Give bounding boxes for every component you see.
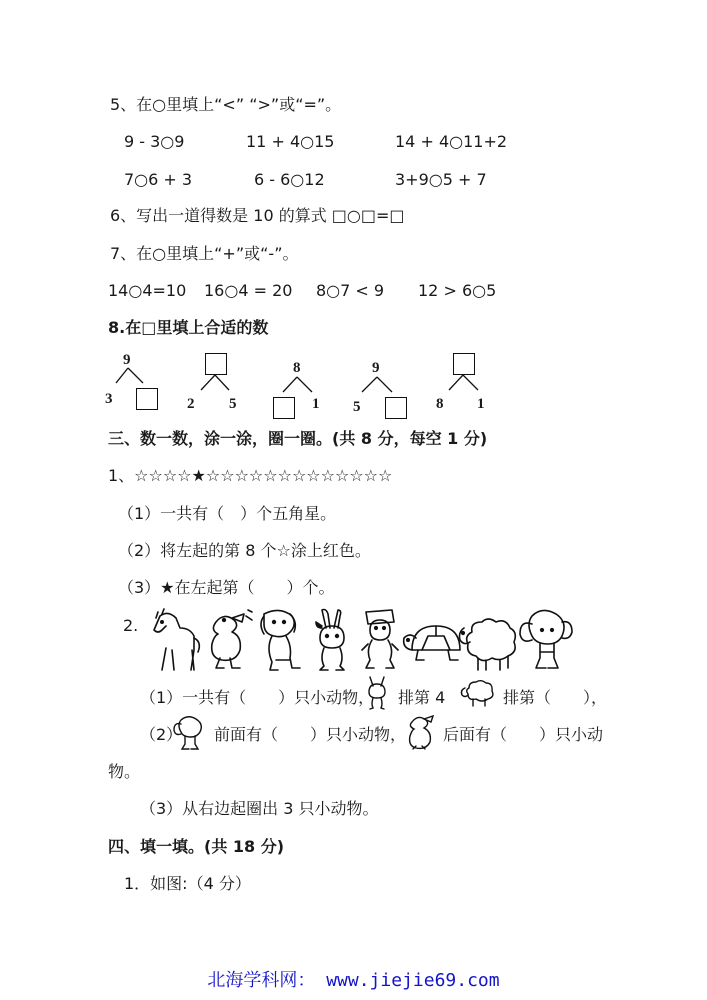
monkey-icon <box>362 610 398 668</box>
a2-part3: 后面有（ ）只小动 <box>443 725 604 744</box>
q5-title: 5、在○里填上“<” “>”或“=”。 <box>110 95 342 114</box>
a1-part1: （1）一共有（ ）只小动物， <box>140 688 375 707</box>
q6-title: 6、写出一道得数是 10 的算式 □○□=□ <box>110 206 405 225</box>
footer-website: 北海学科网： www.jiejie69.com <box>207 970 500 991</box>
q5-row2-item3: 3+9○5 + 7 <box>395 170 487 189</box>
s3-q2: （2）将左起的第 8 个☆涂上红色。 <box>118 541 371 560</box>
stars-line: 1、☆☆☆☆★☆☆☆☆☆☆☆☆☆☆☆☆☆ <box>108 466 393 485</box>
animal-row <box>148 608 588 674</box>
s3-q1: （1）一共有（ ）个五角星。 <box>118 504 337 523</box>
section3-heading: 三、数一数，涂一涂，圈一圈。(共 8 分，每空 1 分) <box>108 429 488 448</box>
q7-item1: 14○4=10 <box>108 281 187 300</box>
sheep-icon <box>460 619 516 670</box>
tree3-left-answer-box[interactable] <box>273 397 295 419</box>
s3-q3: （3）★在左起第（ ）个。 <box>118 578 335 597</box>
elephant-icon <box>172 714 206 750</box>
elephant-icon <box>520 610 572 668</box>
a2-part2: 前面有（ ）只小动物， <box>214 725 407 744</box>
tree4-left: 5 <box>353 399 361 415</box>
tree2-top-answer-box[interactable] <box>205 353 227 375</box>
q5-row1-item2: 11 + 4○15 <box>246 132 335 151</box>
tree5-right: 1 <box>477 396 485 412</box>
duck-icon <box>404 712 438 750</box>
tree3-top: 8 <box>293 360 301 376</box>
rabbit-icon <box>316 610 344 671</box>
tree5-left: 8 <box>436 396 444 412</box>
q8-title: 8.在□里填上合适的数 <box>108 318 269 337</box>
q7-item2: 16○4 = 20 <box>204 281 293 300</box>
section4-heading: 四、填一填。(共 18 分) <box>108 837 285 856</box>
a2-wrap: 物。 <box>108 762 141 781</box>
tree2-left: 2 <box>187 396 195 412</box>
sheep-icon <box>459 680 495 708</box>
duck-icon <box>212 610 252 668</box>
a1-part2: 排第 4 <box>398 688 446 707</box>
tree1-top: 9 <box>123 352 131 368</box>
tree1-right-answer-box[interactable] <box>136 388 158 410</box>
q7-item3: 8○7 < 9 <box>316 281 385 300</box>
horse-icon <box>154 609 199 670</box>
animals-label: 2. <box>123 616 139 635</box>
tree4-top: 9 <box>372 360 380 376</box>
rabbit-icon <box>361 676 395 710</box>
turtle-icon <box>404 626 460 660</box>
tree4-right-answer-box[interactable] <box>385 397 407 419</box>
dog-icon <box>261 610 300 670</box>
tree3-right: 1 <box>312 396 320 412</box>
tree2-right: 5 <box>229 396 237 412</box>
a2-part1: （2） <box>140 725 183 744</box>
s4-q1: 1．如图:（4 分） <box>124 874 251 893</box>
tree1-left: 3 <box>105 391 113 407</box>
q5-row2-item2: 6 - 6○12 <box>254 170 325 189</box>
q5-row1-item1: 9 - 3○9 <box>124 132 185 151</box>
q7-item4: 12 > 6○5 <box>418 281 497 300</box>
q5-row1-item3: 14 + 4○11+2 <box>395 132 508 151</box>
a3: （3）从右边起圈出 3 只小动物。 <box>140 799 379 818</box>
q5-row2-item1: 7○6 + 3 <box>124 170 193 189</box>
tree5-top-answer-box[interactable] <box>453 353 475 375</box>
q7-title: 7、在○里填上“+”或“-”。 <box>110 244 299 263</box>
a1-part3: 排第（ ）， <box>503 688 608 707</box>
